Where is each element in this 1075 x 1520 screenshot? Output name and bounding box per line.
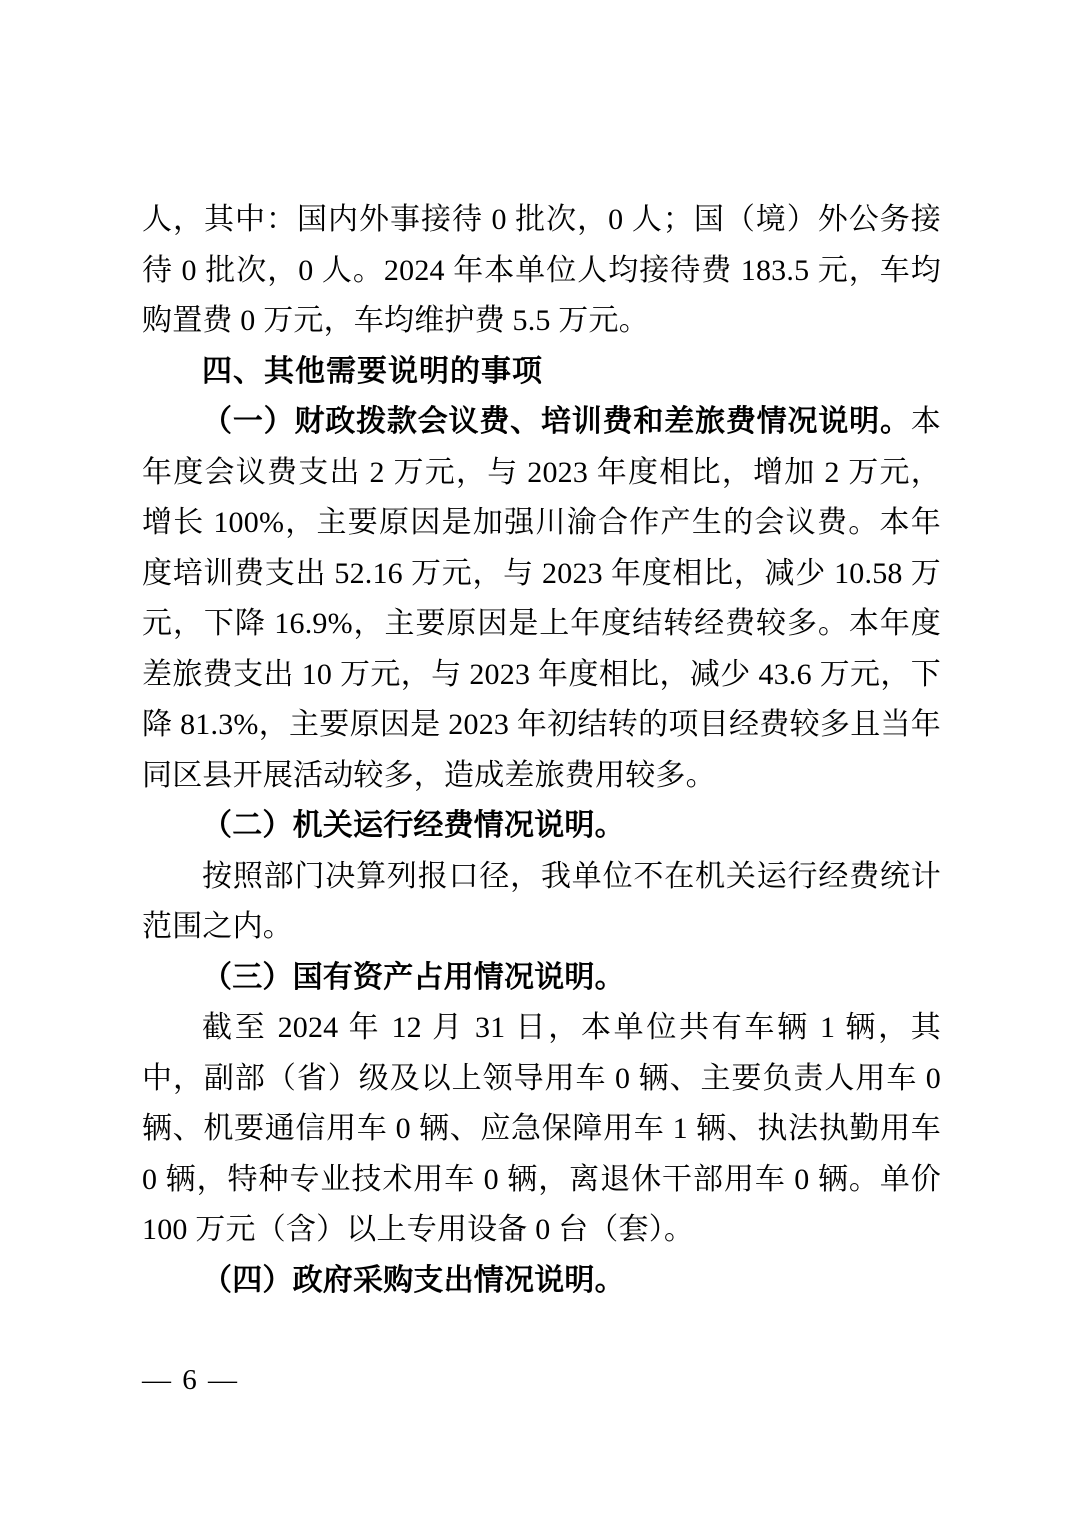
page-number-footer: — 6 —: [142, 1364, 239, 1396]
paragraph-reception-continuation: 人，其中：国内外事接待 0 批次，0 人；国（境）外公务接待 0 批次，0 人。2024 年本单位人均接待费 183.5 元，车均购置费 0 万元，车均维护费 5.5 万元。: [142, 203, 941, 337]
document-body: [142, 195, 941, 1306]
item-1-heading-lead: （一）财政拨款会议费、培训费和差旅费情况说明。: [202, 405, 911, 438]
item-4-heading: （四）政府采购支出情况说明。: [202, 1263, 625, 1297]
item-1-paragraph: [142, 397, 941, 801]
item-2-paragraph: 按照部门决算列报口径，我单位不在机关运行经费统计范围之内。: [142, 859, 941, 943]
item-3-paragraph: 截至 2024 年 12 月 31 日，本单位共有车辆 1 辆，其中，副部（省）级及以上领导用车 0 辆、主要负责人用车 0 辆、机要通信用车 0 辆、应急保障用车 1 辆、执法执勤用车 0 辆，特种专业技术用车 0 辆，离退休干部用车 0 辆。单价 100 万元（含）以上专用设备 0 台（套）。: [142, 1011, 941, 1246]
item-1-body-text: 本年度会议费支出 2 万元，与 2023 年度相比，增加 2 万元，增长 100%，主要原因是加强川渝合作产生的会议费。本年度培训费支出 52.16 万元，与 2023 年度相比，减少 10.58 万元，下降 16.9%，主要原因是上年度结转经费较多。本年度差旅费支出 10 万元，与 2023 年度相比，减少 43.6 万元，下降 81.3%，主要原因是 2023 年初结转的项目经费较多且当年同区县开展活动较多，造成差旅费用较多。: [142, 405, 941, 792]
section-heading-other-matters: 四、其他需要说明的事项: [202, 354, 543, 388]
item-3-heading: （三）国有资产占用情况说明。: [202, 960, 625, 994]
item-2-heading: （二）机关运行经费情况说明。: [202, 809, 625, 842]
